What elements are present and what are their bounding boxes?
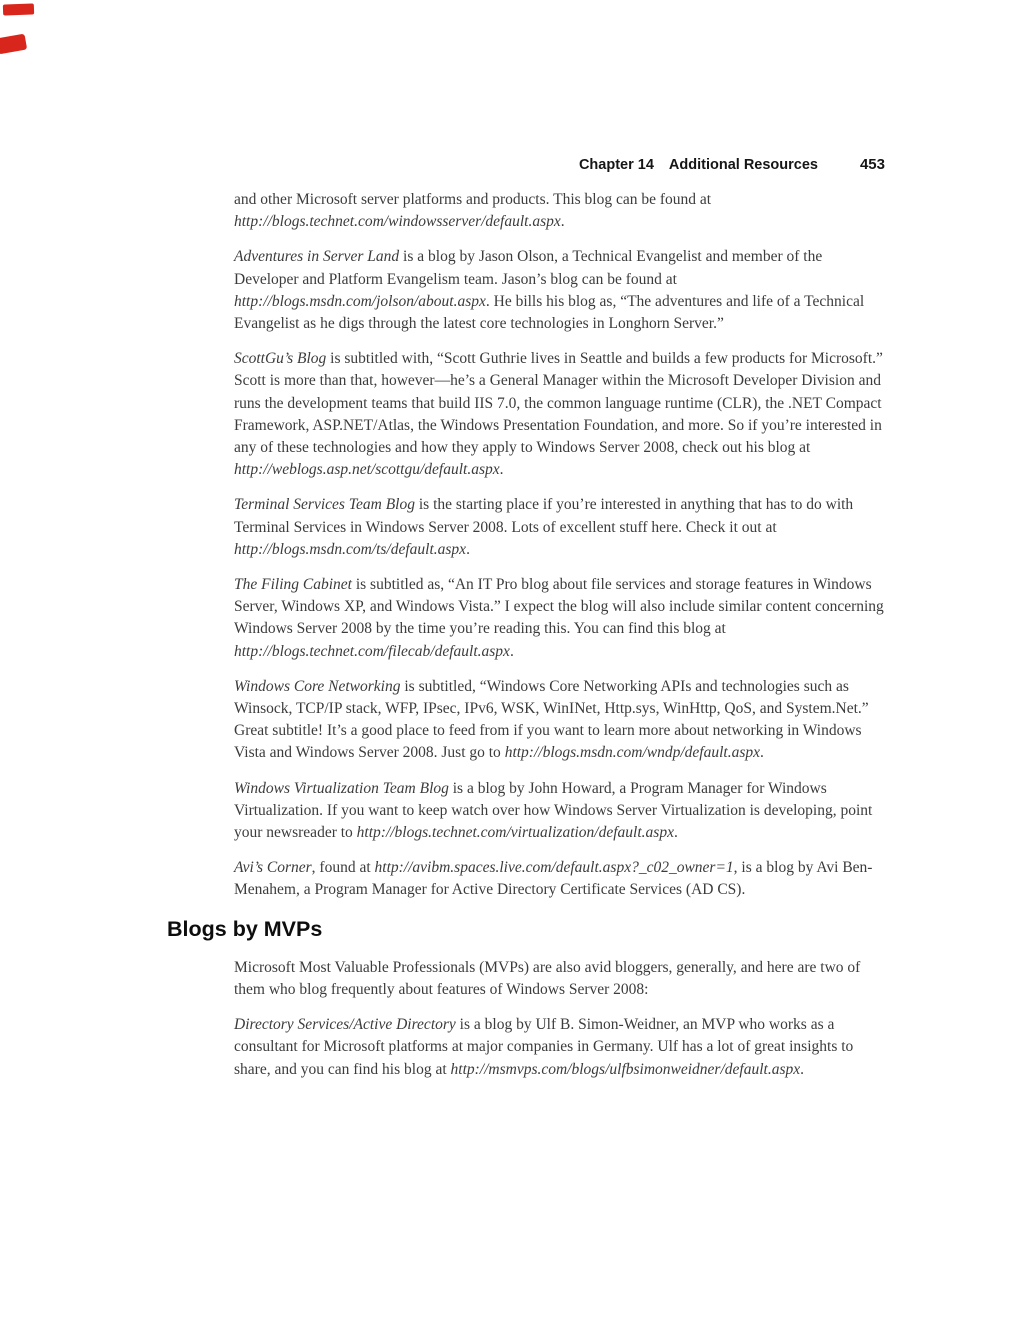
red-pen-mark-icon bbox=[3, 3, 34, 15]
blog-title: The Filing Cabinet bbox=[234, 576, 352, 594]
body-text: Microsoft Most Valuable Professionals (MVPs) are also avid bloggers, generally, and here are two of them who blog frequently about features of Windows Server 2008: bbox=[234, 958, 861, 998]
blog-title: Directory Services/Active Directory bbox=[234, 1016, 456, 1034]
paragraph bbox=[234, 246, 890, 335]
body-text: . bbox=[466, 540, 470, 558]
blog-title: ScottGu’s Blog bbox=[234, 350, 327, 368]
body-text: is a blog by John Howard, a Program Manager for Windows Virtualization. If you want to keep watch over how Windows Server Virtualization is developing, point your newsreader to bbox=[234, 779, 873, 842]
body-text: . He bills his blog as, “The adventures and life of a Technical Evangelist as he digs through the latest core technologies in Longhorn Server.” bbox=[234, 292, 865, 333]
body-text: is subtitled as, “An IT Pro blog about file services and storage features in Windows Server, Windows XP, and Windows Vista.” I expect the blog will also include similar content concerning Windows Server 2008 by the time you’re reading this. You can find this blog at bbox=[234, 576, 884, 638]
body-text: . bbox=[499, 461, 504, 479]
running-header bbox=[579, 156, 885, 173]
body-text: is subtitled, “Windows Core Networking APIs and technologies such as Winsock, TCP/IP stack, WFP, IPsec, IPv6, WSK, WinINet, Http.sys, WinHttp, QoS, and System.Net.” Great subtitle! It’s a good place to feed from if you want to learn more about networking in Windows Vista and Windows Server 2008. Just go to bbox=[234, 677, 869, 762]
section-heading: Blogs by MVPs bbox=[167, 916, 323, 941]
body-text: . bbox=[800, 1060, 804, 1078]
paragraph bbox=[234, 957, 890, 1001]
url-text: http://msmvps.com/blogs/ulfbsimonweidner/default.aspx bbox=[450, 1060, 801, 1078]
body-text: , is a blog by Avi Ben-Menahem, a Program Manager for Active Directory Certificate Services (AD CS). bbox=[234, 859, 873, 899]
blog-title: Windows Core Networking bbox=[234, 677, 401, 695]
url-text: http://weblogs.asp.net/scottgu/default.aspx bbox=[234, 461, 500, 479]
page-content bbox=[167, 189, 890, 1094]
body-text: , found at bbox=[311, 859, 375, 877]
paragraph bbox=[234, 494, 890, 561]
body-text: . bbox=[509, 642, 514, 660]
url-text: http://blogs.technet.com/virtualization/default.aspx bbox=[356, 824, 674, 842]
red-pen-mark-icon bbox=[0, 34, 27, 55]
url-text: http://blogs.technet.com/filecab/default.aspx bbox=[234, 642, 510, 660]
blog-title: Windows Virtualization Team Blog bbox=[234, 779, 449, 797]
body-text: . bbox=[673, 824, 678, 842]
url-text: http://blogs.msdn.com/wndp/default.aspx bbox=[504, 744, 760, 762]
url-text: http://blogs.technet.com/windowsserver/default.aspx bbox=[234, 213, 561, 231]
paragraph bbox=[234, 857, 890, 901]
paragraph bbox=[234, 348, 890, 481]
section-label: Additional Resources bbox=[668, 157, 818, 173]
url-text: http://avibm.spaces.live.com/default.aspx?_c02_owner=1 bbox=[374, 859, 734, 877]
body-text: is subtitled with, “Scott Guthrie lives in Seattle and builds a few products for Microsoft.” Scott is more than that, however—he’s a General Manager within the Microsoft Developer Division and runs the development teams that build IIS 7.0, the common language runtime (CLR), the .NET Compact Framework, ASP.NET/Atlas, the Windows Presentation Foundation, and more. So if you’re interested in any of these technologies and how they apply to Windows Server 2008, check out his blog at bbox=[234, 350, 883, 457]
body-text: and other Microsoft server platforms and products. This blog can be found at bbox=[234, 191, 712, 208]
body-text: is a blog by Ulf B. Simon-Weidner, an MVP who works as a consultant for Microsoft platforms at major companies in Germany. Ulf has a lot of great insights to share, and you can find his blog at bbox=[234, 1016, 854, 1078]
paragraph bbox=[234, 189, 890, 233]
blog-title: Adventures in Server Land bbox=[234, 248, 400, 266]
chapter-label: Chapter 14 bbox=[578, 157, 654, 173]
blog-title: Terminal Services Team Blog bbox=[234, 496, 415, 514]
page-number: 453 bbox=[859, 156, 885, 173]
url-text: http://blogs.msdn.com/jolson/about.aspx bbox=[234, 292, 486, 310]
paragraph bbox=[234, 676, 890, 765]
paragraph bbox=[234, 574, 890, 663]
body-text: . bbox=[760, 744, 764, 762]
body-text: is the starting place if you’re interested in anything that has to do with Terminal Services in Windows Server 2008. Lots of excellent stuff here. Check it out at bbox=[234, 496, 854, 536]
body-text: . bbox=[560, 213, 565, 231]
paragraph bbox=[234, 1014, 890, 1081]
paragraph bbox=[234, 778, 890, 845]
url-text: http://blogs.msdn.com/ts/default.aspx bbox=[234, 540, 467, 558]
blog-title: Avi’s Corner bbox=[234, 859, 312, 877]
body-text: is a blog by Jason Olson, a Technical Evangelist and member of the Developer and Platform Evangelism team. Jason’s blog can be found at bbox=[234, 248, 823, 288]
